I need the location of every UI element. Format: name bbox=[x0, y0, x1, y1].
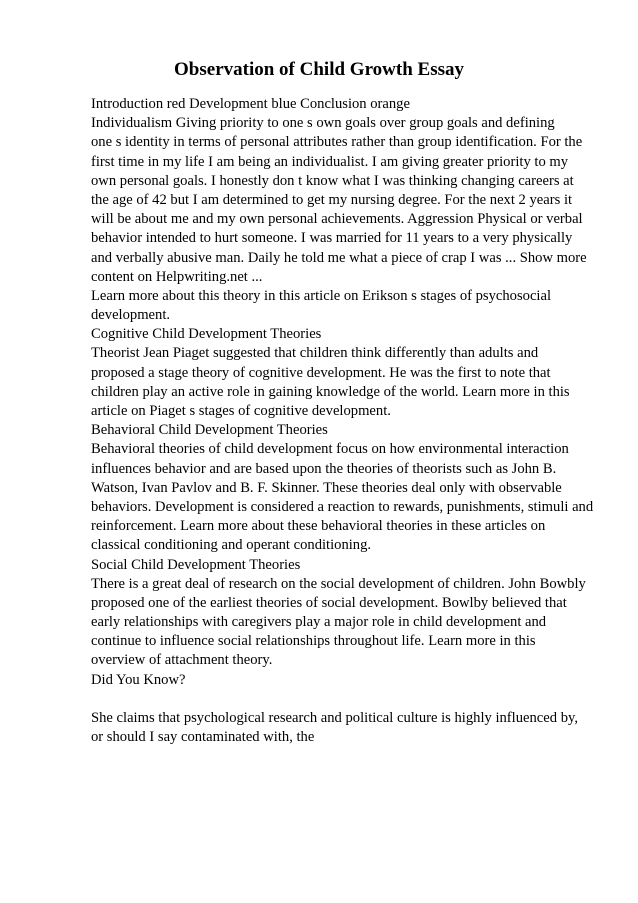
text-line: Social Child Development Theories bbox=[91, 556, 301, 573]
text-line: classical conditioning and operant conditioning. bbox=[91, 537, 372, 554]
text-line: one s identity in terms of personal attributes rather than group identification. For the bbox=[91, 134, 583, 151]
text-line: or should I say contaminated with, the bbox=[91, 729, 315, 746]
document-body bbox=[91, 95, 601, 747]
document-title: Observation of Child Growth Essay bbox=[174, 59, 464, 80]
text-line: There is a great deal of research on the social development of children. John Bowbly bbox=[91, 575, 586, 592]
text-line: first time in my life I am being an individualist. I am giving greater priority to my bbox=[91, 153, 569, 170]
text-line: behaviors. Development is considered a reaction to rewards, punishments, stimuli and bbox=[91, 498, 594, 515]
body-section-main bbox=[91, 95, 601, 690]
text-line: proposed a stage theory of cognitive development. He was the first to note that bbox=[91, 364, 551, 381]
text-line: Behavioral Child Development Theories bbox=[91, 422, 328, 439]
text-line: behavior intended to hurt someone. I was married for 11 years to a very physically bbox=[91, 230, 573, 247]
text-line: early relationships with caregivers play a major role in child development and bbox=[91, 614, 547, 631]
text-line: content on Helpwriting.net ... bbox=[91, 268, 263, 285]
text-line: and verbally abusive man. Daily he told me what a piece of crap I was ... Show more bbox=[91, 249, 587, 266]
text-line: Watson, Ivan Pavlov and B. F. Skinner. These theories deal only with observable bbox=[91, 479, 562, 496]
text-line: Did You Know? bbox=[91, 671, 186, 688]
text-line: own personal goals. I honestly don t know what I was thinking changing careers at bbox=[91, 172, 574, 189]
text-line: continue to influence social relationships throughout life. Learn more in this bbox=[91, 633, 536, 650]
text-line: Cognitive Child Development Theories bbox=[91, 326, 322, 343]
text-line: overview of attachment theory. bbox=[91, 652, 273, 669]
body-section-closing bbox=[91, 709, 601, 747]
text-line: reinforcement. Learn more about these behavioral theories in these articles on bbox=[91, 518, 546, 535]
text-line: development. bbox=[91, 307, 171, 324]
paragraph-break bbox=[91, 690, 601, 709]
text-line: proposed one of the earliest theories of social development. Bowlby believed that bbox=[91, 594, 567, 611]
text-line: She claims that psychological research and political culture is highly influenced by, bbox=[91, 710, 578, 726]
text-line: Behavioral theories of child development focus on how environmental interaction bbox=[91, 441, 569, 458]
text-line: will be about me and my own personal achievements. Aggression Physical or verbal bbox=[91, 211, 583, 228]
text-line: Introduction red Development blue Conclusion orange bbox=[91, 96, 410, 112]
text-line: children play an active role in gaining knowledge of the world. Learn more in this bbox=[91, 383, 570, 400]
text-line: Learn more about this theory in this article on Erikson s stages of psychosocial bbox=[91, 287, 552, 304]
text-line: Theorist Jean Piaget suggested that children think differently than adults and bbox=[91, 345, 539, 362]
text-line: Individualism Giving priority to one s own goals over group goals and defining bbox=[91, 115, 555, 132]
text-line: article on Piaget s stages of cognitive development. bbox=[91, 403, 391, 419]
text-line: influences behavior and are based upon the theories of theorists such as John B. bbox=[91, 460, 557, 477]
text-line: the age of 42 but I am determined to get my nursing degree. For the next 2 years it bbox=[91, 191, 573, 208]
